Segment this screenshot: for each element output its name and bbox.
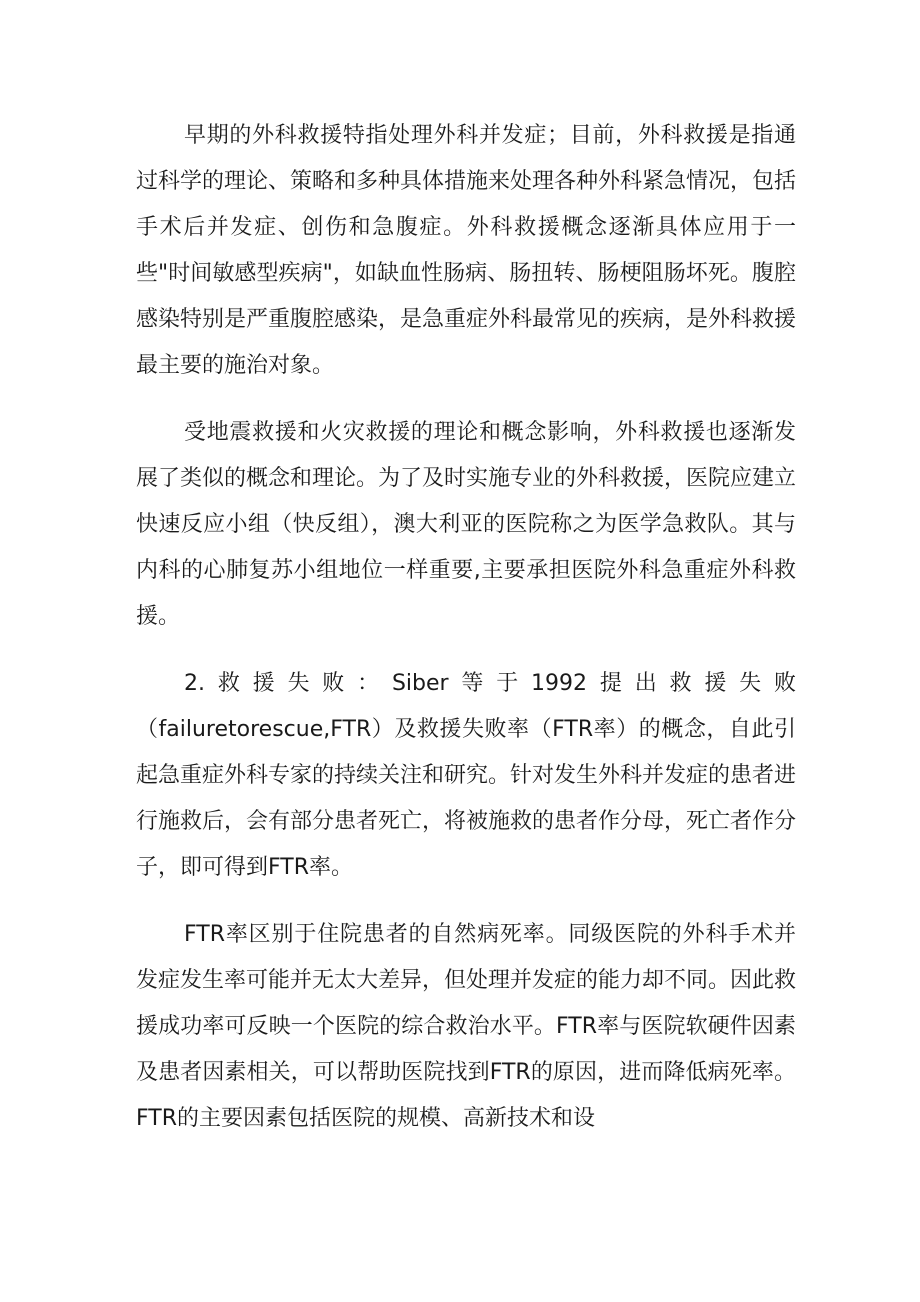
paragraph-failure-to-rescue: 2.救援失败：Siber等于1992提出救援失败（failuretorescue,FTR）及救援失败率（FTR率）的概念，自此引起急重症外科专家的持续关注和研究。针对发生外科并发症的患者进行施救后，会有部分患者死亡，将被施救的患者作分母，死亡者作分子，即可得到FTR率。 xyxy=(136,671,797,880)
document-page xyxy=(136,113,796,1142)
paragraph-surgical-rescue-definition: 早期的外科救援特指处理外科并发症；目前，外科救援是指通过科学的理论、策略和多种具体措施来处理各种外科紧急情况，包括手术后并发症、创伤和急腹症。外科救援概念逐渐具体应用于一些"时间敏感型疾病"，如缺血性肠病、肠扭转、肠梗阻肠坏死。腹腔感染特别是严重腹腔感染，是急重症外科最常见的疾病，是外科救援最主要的施治对象。 xyxy=(136,123,797,378)
paragraph-ftr-rate: FTR率区别于住院患者的自然病死率。同级医院的外科手术并发症发生率可能并无太大差异，但处理并发症的能力却不同。因此救援成功率可反映一个医院的综合救治水平。FTR率与医院软硬件因素及患者因素相关，可以帮助医院找到FTR的原因，进而降低病死率。FTR的主要因素包括医院的规模、高新技术和设 xyxy=(136,922,797,1131)
paragraph-rapid-response-team: 受地震救援和火灾救援的理论和概念影响，外科救援也逐渐发展了类似的概念和理论。为了及时实施专业的外科救援，医院应建立快速反应小组（快反组），澳大利亚的医院称之为医学急救队。其与内科的心肺复苏小组地位一样重要,主要承担医院外科急重症外科救援。 xyxy=(136,420,797,629)
